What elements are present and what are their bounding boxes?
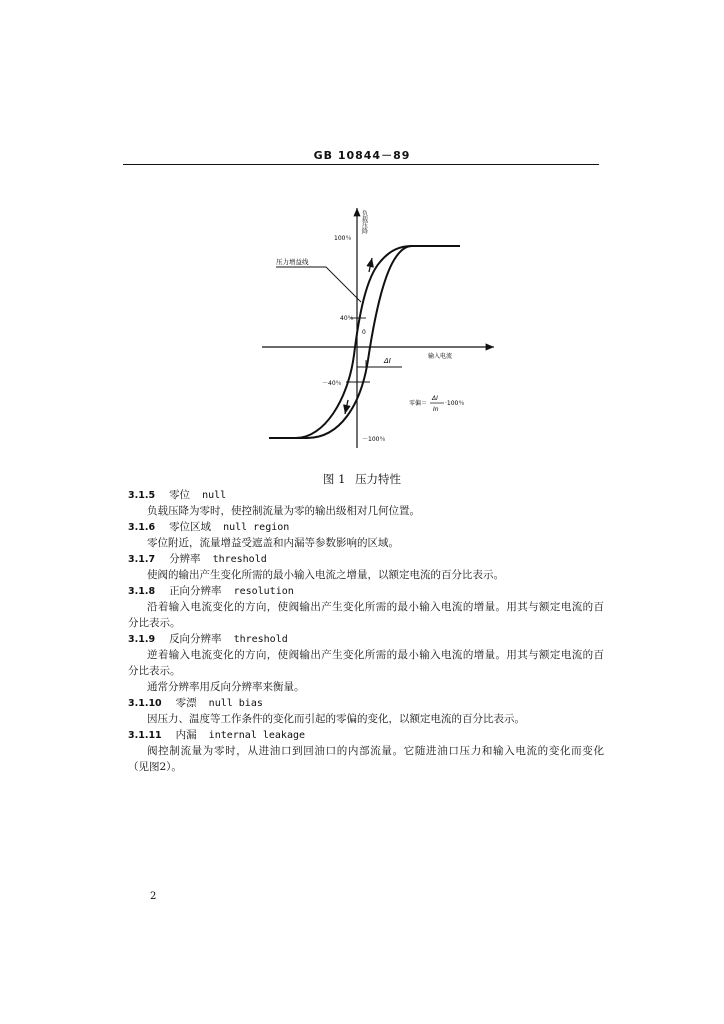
- standard-number: GB 10844－89: [313, 149, 411, 162]
- page-header: [0, 147, 724, 163]
- term-en: internal leakage: [208, 730, 305, 741]
- term-zh: 零漂: [175, 697, 197, 709]
- x-axis-label: 输入电流: [428, 353, 453, 360]
- term-en: threshold: [212, 554, 267, 565]
- term-zh: 反向分辨率: [169, 633, 222, 645]
- definition-line: 阀控制流量为零时，从进油口到回油口的内部流量。它随进油口压力和输入电流的变化而变化: [147, 745, 604, 757]
- label-minus100: －100％: [362, 436, 386, 443]
- term-zh: 内漏: [175, 729, 197, 741]
- section-heading: [128, 583, 604, 599]
- term-en: null bias: [208, 698, 263, 709]
- definition-line: 零位附近，流量增益受遮盖和内漏等参数影响的区域。: [147, 537, 399, 549]
- definition-line: 通常分辨率用反向分辨率来衡量。: [147, 681, 305, 693]
- section-number: 3.1.9: [128, 634, 156, 645]
- formula-denominator: In: [433, 406, 439, 413]
- section-heading: [128, 727, 604, 743]
- section-heading: [128, 519, 604, 535]
- section-number: 3.1.8: [128, 586, 156, 597]
- definition-line: 分比表示。: [128, 665, 181, 677]
- pressure-characteristic-figure: [262, 200, 502, 452]
- definition-line: 分比表示。: [128, 617, 181, 629]
- term-zh: 零位: [169, 489, 191, 501]
- section-number: 3.1.7: [128, 554, 156, 565]
- term-zh: 正向分辨率: [169, 585, 222, 597]
- term-en: null region: [223, 522, 290, 533]
- page-number: 2: [150, 891, 157, 902]
- y-axis-label: 负载压降: [360, 210, 368, 234]
- section-heading: [128, 551, 604, 567]
- section-number: 3.1.11: [128, 730, 162, 741]
- definition-line: 负载压降为零时，使控制流量为零的输出级相对几何位置。: [147, 505, 420, 517]
- body-text: [128, 487, 604, 775]
- header-rule: [123, 164, 599, 165]
- label-40: 40％: [340, 315, 354, 322]
- term-en: null: [202, 490, 227, 501]
- label-minus40: －40％: [322, 380, 342, 387]
- curve-label-leader: [276, 267, 361, 302]
- term-en: threshold: [233, 634, 288, 645]
- formula-suffix: ·100％: [445, 400, 465, 407]
- section-heading: [128, 631, 604, 647]
- formula-prefix: 零偏＝: [409, 400, 428, 407]
- hysteresis-curve-left: [269, 246, 460, 438]
- definition-line: 逆着输入电流变化的方向，使阀输出产生变化所需的最小输入电流的增量。用其与额定电流的百: [147, 649, 604, 661]
- term-en: resolution: [233, 586, 294, 597]
- section-number: 3.1.5: [128, 490, 156, 501]
- curve-arrow-up: [369, 258, 372, 272]
- section-number: 3.1.10: [128, 698, 162, 709]
- label-100: 100％: [334, 235, 352, 242]
- figure-title: 压力特性: [355, 472, 402, 486]
- definition-line: 沿着输入电流变化的方向，使阀输出产生变化所需的最小输入电流的增量。用其与额定电流的百: [147, 601, 604, 613]
- origin-label: 0: [362, 329, 366, 336]
- term-zh: 零位区域: [169, 521, 212, 533]
- term-zh: 分辨率: [169, 553, 201, 565]
- definition-line: 使阀的输出产生变化所需的最小输入电流之增量，以额定电流的百分比表示。: [147, 569, 504, 581]
- section-heading: [128, 695, 604, 711]
- definition-line: （见图2）。: [128, 761, 182, 773]
- section-number: 3.1.6: [128, 522, 156, 533]
- curve-arrow-down: [345, 400, 348, 414]
- definition-line: 因压力、温度等工作条件的变化而引起的零偏的变化，以额定电流的百分比表示。: [147, 713, 525, 725]
- delta-i-label: ΔI: [384, 357, 391, 365]
- section-heading: [128, 487, 604, 503]
- curve-label: 压力增益线: [276, 258, 309, 266]
- figure-number: 图 1: [322, 472, 346, 486]
- figure-caption: [0, 471, 724, 487]
- formula-numerator: ΔI: [432, 395, 438, 402]
- hysteresis-curve-right: [269, 246, 460, 438]
